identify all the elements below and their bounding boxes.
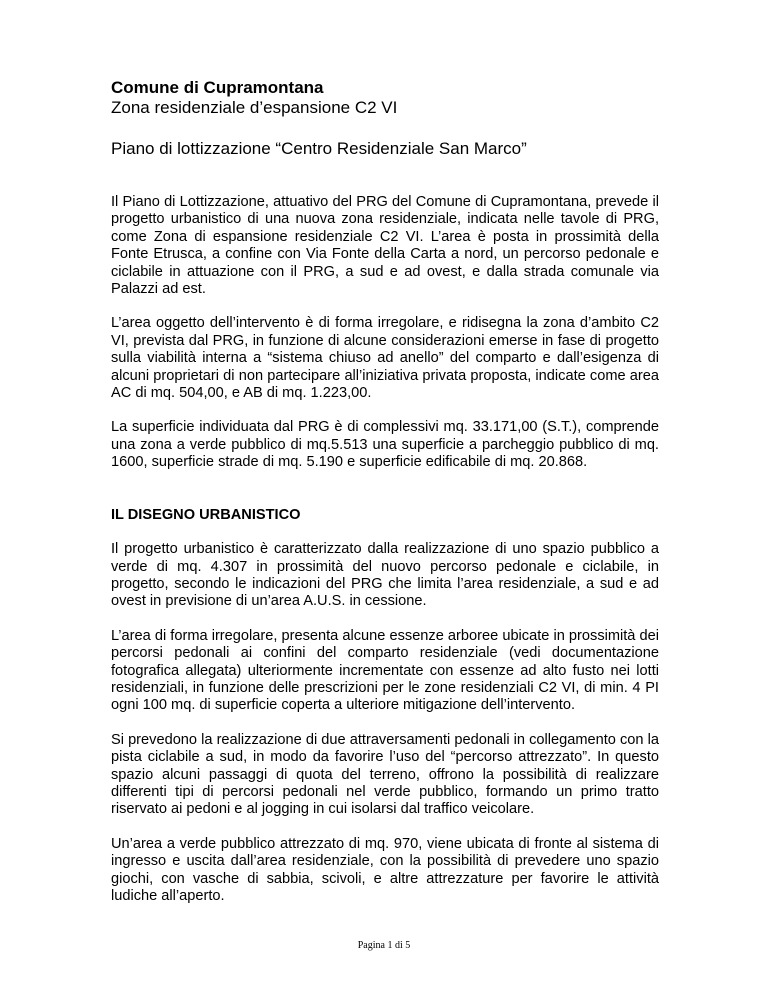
section-paragraph-4: Un’area a verde pubblico attrezzato di mq. 970, viene ubicata di fronte al sistema di ingresso e uscita dall’area residenziale, con la possibilità di prevedere uno spazio giochi, con vasche di sabbia, scivoli, e altre attrezzature per favorire le attività ludiche all’aperto. bbox=[111, 835, 659, 904]
section-paragraph-1: Il progetto urbanistico è caratterizzato dalla realizzazione di uno spazio pubblico a verde di mq. 4.307 in prossimità del nuovo percorso pedonale e ciclabile, in progetto, secondo le indicazioni del PRG che limita l’area residenziale, a sud e ad ovest in previsione di un’area A.U.S. in cessione. bbox=[111, 541, 659, 610]
section-heading: IL DISEGNO URBANISTICO bbox=[111, 506, 301, 523]
page-number-footer: Pagina 1 di 5 bbox=[357, 940, 411, 951]
municipality-title: Comune di Cupramontana bbox=[111, 78, 324, 97]
document-page bbox=[111, 78, 659, 905]
section-paragraph-3: Si prevedono la realizzazione di due attraversamenti pedonali in collegamento con la pista ciclabile a sud, in modo da favorire l’uso del “percorso attrezzato”. In questo spazio alcuni passaggi di quota del terreno, offrono la possibilità di realizzare differenti tipi di percorsi pedonali nel verde pubblico, formando un primo tratto riservato ai pedoni e al jogging in cui isolarsi dal traffico veicolare. bbox=[111, 731, 659, 818]
plan-title: Piano di lottizzazione “Centro Residenziale San Marco” bbox=[111, 139, 527, 158]
intro-paragraph-2: L’area oggetto dell’intervento è di forma irregolare, e ridisegna la zona d’ambito C2 VI, prevista dal PRG, in funzione di alcune considerazioni emerse in fase di progetto sulla viabilità interna a “sistema chiuso ad anello” del comparto e dall’esigenza di alcuni proprietari di non partecipare all’iniziativa privata proposta, indicate come area AC di mq. 504,00, e AB di mq. 1.223,00. bbox=[111, 315, 659, 402]
intro-paragraph-3: La superficie individuata dal PRG è di complessivi mq. 33.171,00 (S.T.), comprende una zona a verde pubblico di mq.5.513 una superficie a parcheggio pubblico di mq. 1600, superficie strade di mq. 5.190 e superficie edificabile di mq. 20.868. bbox=[111, 419, 659, 471]
section-paragraph-2: L’area di forma irregolare, presenta alcune essenze arboree ubicate in prossimità dei percorsi pedonali ai confini del comparto residenziale (vedi documentazione fotografica allegata) ulteriormente incrementate con essenze ad alto fusto nei lotti residenziali, in funzione delle prescrizioni per le zone residenziali C2 VI, di min. 4 PI ogni 100 mq. di superficie coperta a ulteriore mitigazione dell’intervento. bbox=[111, 627, 659, 714]
zone-subtitle: Zona residenziale d’espansione C2 VI bbox=[111, 98, 398, 117]
intro-paragraph-1: Il Piano di Lottizzazione, attuativo del PRG del Comune di Cupramontana, prevede il progetto urbanistico di una nuova zona residenziale, indicata nelle tavole di PRG, come Zona di espansione residenziale C2 VI. L’area è posta in prossimità della Fonte Etrusca, a confine con Via Fonte della Carta a nord, un percorso pedonale e ciclabile in attuazione con il PRG, a sud e ad ovest, e dalla strada comunale via Palazzi ad est. bbox=[111, 194, 659, 298]
